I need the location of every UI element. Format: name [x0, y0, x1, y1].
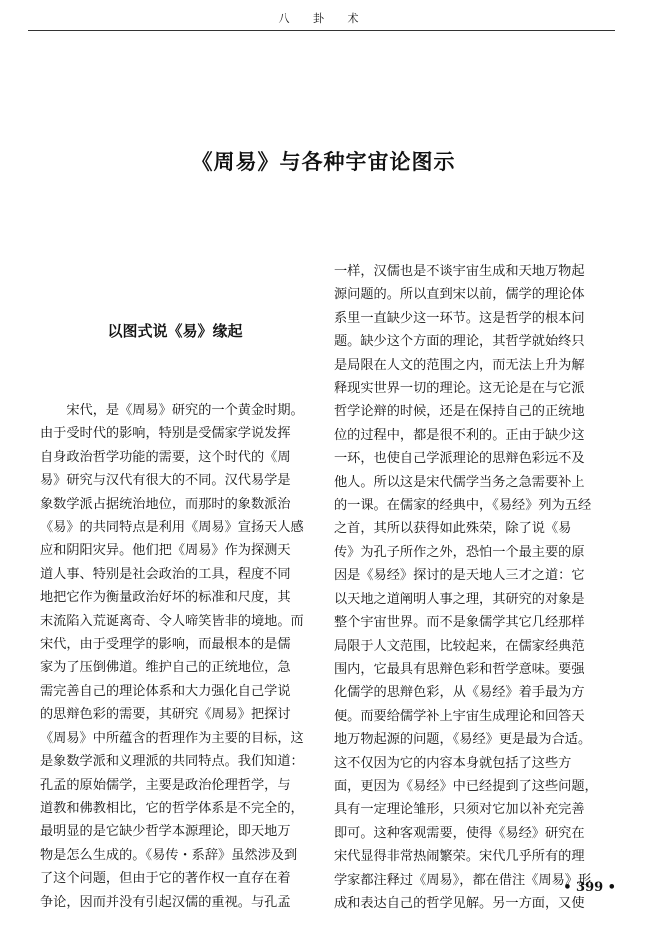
- section-title: 以图式说《易》缘起: [107, 322, 243, 340]
- text-line: 家为了压倒佛道。维护自己的正统地位，急: [40, 660, 291, 676]
- text-line: 象数学派占据统治地位，而那时的象数派治: [40, 496, 291, 512]
- text-line: 以天地之道阐明人事之理，其研究的对象是: [334, 591, 585, 607]
- text-line: 释现实世界一切的理论。这无论是在与它派: [334, 381, 585, 397]
- text-line: 易》研究与汉代有很大的不同。汉代易学是: [40, 473, 291, 489]
- text-line: 地把它作为衡量政治好坏的标准和尺度，其: [40, 590, 291, 606]
- header-rule: [28, 30, 615, 31]
- text-line: 宋代，由于受理学的影响，而最根本的是儒: [40, 637, 291, 653]
- text-line: 《易》的共同特点是利用《周易》宣扬天人感: [40, 520, 304, 536]
- text-line: 题。缺少这个方面的理论，其哲学就始终只: [334, 334, 585, 350]
- text-line: 宋代，是《周易》研究的一个黄金时期。: [40, 403, 304, 418]
- text-line: 《周易》中所蕴含的哲理作为主要的目标，这: [40, 730, 304, 746]
- text-line: 一环，也使自己学派理论的思辩色彩远不及: [334, 451, 585, 467]
- left-text-column: [40, 399, 312, 914]
- text-line: 物是怎么生成的。《易传・系辞》虽然涉及到: [40, 847, 298, 863]
- text-line: 成和表达自己的哲学见解。另一方面，又使: [334, 895, 585, 911]
- text-line: 便。而要给儒学补上宇宙生成理论和回答天: [334, 708, 585, 724]
- text-line: 位的过程中，都是很不利的。正由于缺少这: [334, 427, 585, 443]
- text-line: 面，更因为《易经》中已经提到了这些问题，: [334, 778, 598, 794]
- text-line: 一样，汉儒也是不谈宇宙生成和天地万物起: [334, 264, 585, 279]
- chapter-title: 《周易》与各种宇宙论图示: [191, 150, 456, 174]
- text-line: 最明显的是它缺少哲学本源理论，即天地万: [40, 824, 291, 840]
- text-line: 了这个问题，但由于它的著作权一直存在着: [40, 871, 291, 887]
- text-line: 哲学论辩的时候，还是在保持自己的正统地: [334, 404, 585, 420]
- text-line: 争论，因而并没有引起汉儒的重视。与孔孟: [40, 894, 291, 910]
- text-line: 的思辩色彩的需要，其研究《周易》把探讨: [40, 707, 291, 723]
- page-number: • 399 •: [563, 880, 616, 895]
- text-line: 由于受时代的影响，特别是受儒家学说发挥: [40, 426, 291, 442]
- text-line: 他人。所以这是宋代儒学当务之急需要补上: [334, 474, 585, 490]
- text-line: 之首，其所以获得如此殊荣，除了说《易: [334, 521, 572, 537]
- text-line: 即可。这种客观需要，使得《易经》研究在: [334, 825, 585, 841]
- text-line: 具有一定理论雏形，只须对它加以补充完善: [334, 802, 585, 818]
- running-head: 八 卦 术: [278, 12, 369, 25]
- text-line: 围内，它最具有思辩色彩和哲学意味。要强: [334, 661, 585, 677]
- text-line: 末流陷入荒诞离奇、令人啼笑皆非的境地。而: [40, 613, 304, 629]
- text-line: 因是《易经》探讨的是天地人三才之道：它: [334, 568, 585, 584]
- text-line: 自身政治哲学功能的需要，这个时代的《周: [40, 449, 291, 465]
- text-line: 孔孟的原始儒学，主要是政治伦理哲学，与: [40, 777, 291, 793]
- text-line: 传》为孔子所作之外，恐怕一个最主要的原: [334, 544, 585, 560]
- text-line: 化儒学的思辩色彩，从《易经》着手最为方: [334, 685, 585, 701]
- text-line: 源问题的。所以直到宋以前，儒学的理论体: [334, 287, 585, 303]
- text-line: 应和阴阳灾异。他们把《周易》作为探测天: [40, 543, 291, 559]
- text-line: 道教和佛教相比，它的哲学体系是不完全的，: [40, 800, 304, 816]
- text-line: 这不仅因为它的内容本身就包括了这些方: [334, 755, 572, 771]
- text-line: 需完善自己的理论体系和大力强化自己学说: [40, 683, 291, 699]
- text-line: 学家都注释过《周易》，都在借注《周易》形: [334, 872, 592, 888]
- text-line: 是象数学派和义理派的共同特点。我们知道：: [40, 754, 304, 770]
- text-line: 局限于人文范围，比较起来，在儒家经典范: [334, 638, 585, 654]
- text-line: 系里一直缺少这一环节。这是哲学的根本问: [334, 310, 585, 326]
- text-line: 道人事、特别是社会政治的工具，程度不同: [40, 566, 291, 582]
- text-line: 宋代显得非常热闹繁荣。宋代几乎所有的理: [334, 849, 585, 865]
- text-line: 的一课。在儒家的经典中，《易经》列为五经: [334, 498, 592, 514]
- text-line: 整个宇宙世界。而不是象儒学其它几经那样: [334, 615, 585, 631]
- text-line: 地万物起源的问题，《易经》更是最为合适。: [334, 732, 592, 748]
- right-text-column: [334, 260, 614, 915]
- text-line: 是局限在人文的范围之内，而无法上升为解: [334, 357, 585, 373]
